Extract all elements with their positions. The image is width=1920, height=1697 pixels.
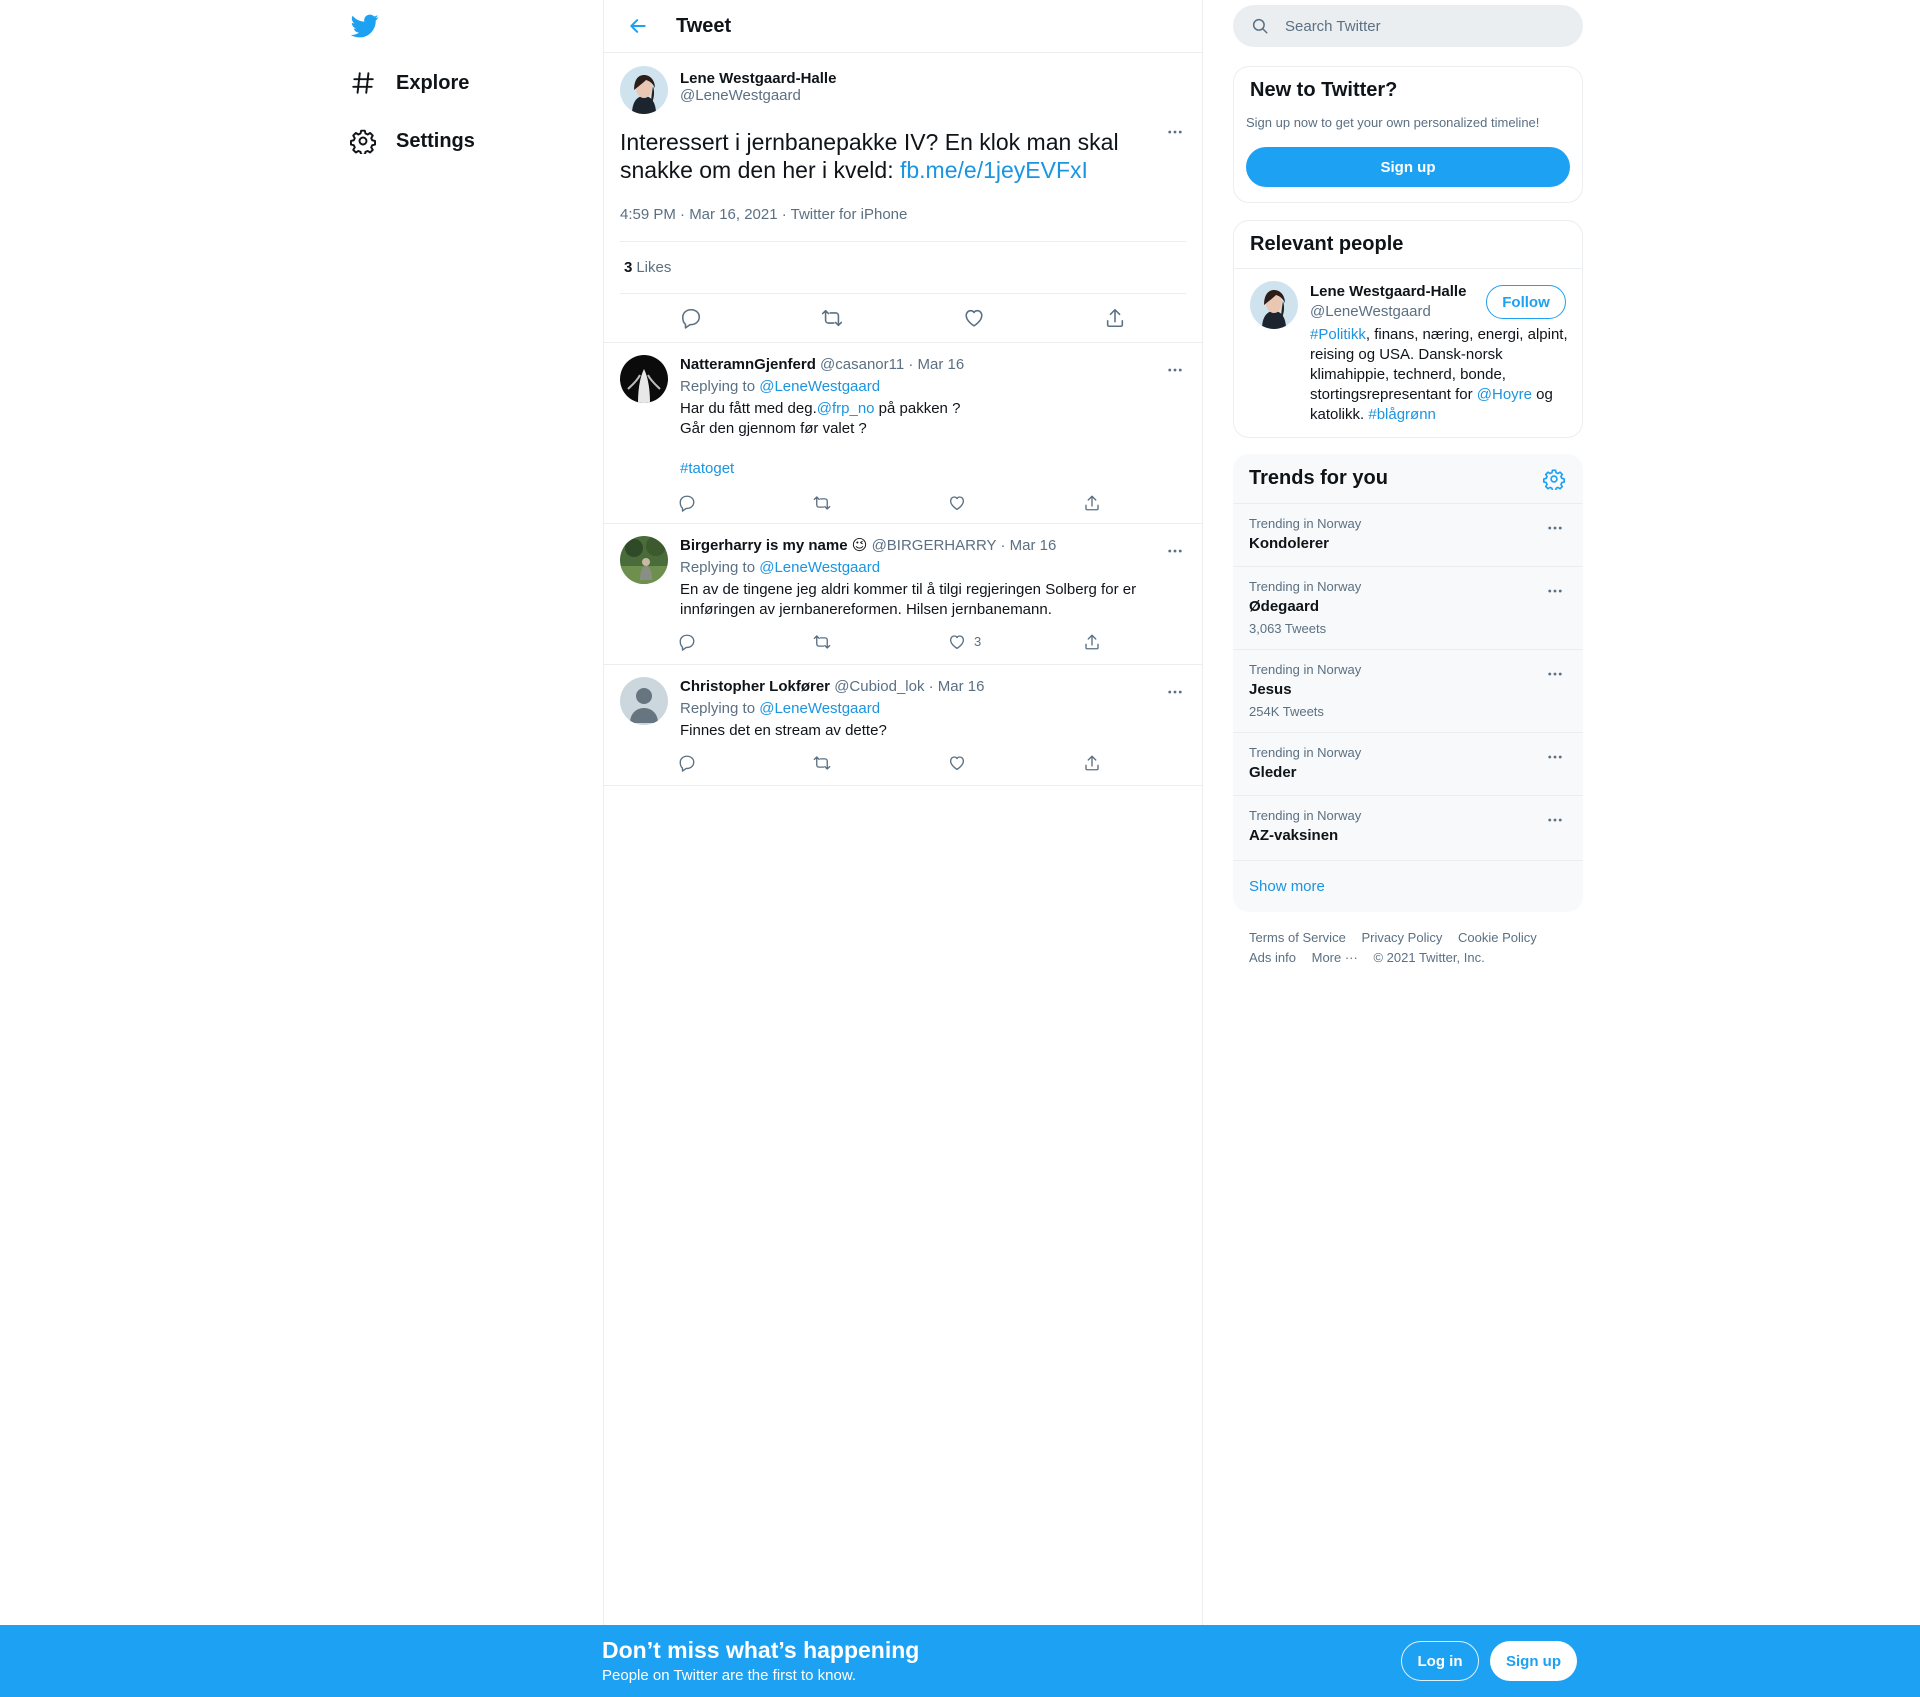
reply-button[interactable] (674, 301, 708, 335)
reply-author-name[interactable]: Christopher Lokfører (680, 678, 831, 695)
nav-explore[interactable] (350, 61, 469, 105)
more-dots-icon (1546, 519, 1564, 537)
trend-context: Trending in Norway (1249, 808, 1362, 823)
trend-count: 3,063 Tweets (1249, 621, 1327, 636)
trends-settings-button[interactable] (1543, 468, 1567, 492)
retweet-button[interactable] (805, 625, 940, 659)
reply-text: på pakken ? Går den gjennom før valet ? (680, 400, 961, 437)
trend-context: Trending in Norway (1249, 579, 1362, 594)
reply-tweet[interactable] (604, 665, 1202, 786)
tweet-text-main: Interessert i jernbanepakke IV? En klok man skal snakke om den her i kveld: (620, 129, 1119, 183)
hashtag-icon (350, 70, 376, 96)
trend-context: Trending in Norway (1249, 516, 1362, 531)
retweet-icon (813, 494, 831, 512)
reply-icon (680, 307, 702, 329)
heart-icon (948, 754, 966, 772)
reply-date[interactable]: · Mar 16 (1000, 537, 1057, 554)
share-icon (1083, 633, 1101, 651)
main-column (603, 0, 1203, 1626)
heart-icon (963, 307, 985, 329)
trend-name: Gleder (1249, 764, 1297, 781)
more-options-button[interactable] (1164, 540, 1186, 562)
footer-links (1249, 928, 1569, 968)
retweet-button[interactable] (815, 301, 849, 335)
signup-button[interactable]: Sign up (1246, 147, 1570, 187)
reply-author-name[interactable]: Birgerharry is my name (680, 537, 848, 554)
more-dots-icon (1166, 683, 1184, 701)
retweet-icon (821, 307, 843, 329)
reply-icon (678, 754, 696, 772)
like-count: 3 (974, 634, 982, 649)
reply-icon (678, 633, 696, 651)
more-dots-icon (1546, 582, 1564, 600)
mention-link[interactable]: @frp_no (816, 400, 875, 417)
replying-to-label: Replying to (680, 559, 760, 576)
reply-text: Finnes det en stream av dette? (680, 722, 887, 739)
show-more-link[interactable]: Show more (1233, 860, 1583, 912)
reply-date[interactable]: · Mar 16 (928, 678, 985, 695)
like-button[interactable] (940, 486, 1075, 520)
card-subtitle: Sign up now to get your own personalized timeline! (1246, 115, 1540, 130)
trend-item[interactable] (1233, 649, 1583, 732)
mention-link[interactable]: @Hoyre (1476, 386, 1533, 403)
wink-emoji: 😉 (851, 537, 868, 554)
reply-author-handle[interactable]: @Cubiod_lok (834, 678, 925, 695)
trend-count: 254K Tweets (1249, 704, 1324, 719)
signup-banner (0, 1625, 1920, 1697)
reply-actions (670, 622, 1210, 662)
trend-name: AZ-vaksinen (1249, 827, 1339, 844)
reply-author-handle[interactable]: @BIRGERHARRY (871, 537, 997, 554)
more-dots-icon (1546, 748, 1564, 766)
search-input[interactable] (1285, 18, 1545, 35)
trends-card (1233, 454, 1583, 912)
avatar[interactable] (1250, 281, 1298, 329)
reply-button[interactable] (670, 746, 805, 780)
ads-info-link[interactable]: Ads info (1249, 950, 1296, 965)
tweet-meta[interactable]: 4:59 PM · Mar 16, 2021 · Twitter for iPhone (620, 206, 1186, 242)
share-icon (1083, 494, 1101, 512)
more-options-button[interactable] (1543, 808, 1567, 832)
reply-author-name[interactable]: NatteramnGjenferd (680, 356, 816, 373)
like-button[interactable] (940, 625, 1075, 659)
more-options-button[interactable] (1164, 681, 1186, 703)
reply-actions (670, 743, 1210, 783)
divider (1234, 268, 1582, 269)
more-dots-icon (1166, 123, 1184, 141)
more-dots-icon (1166, 361, 1184, 379)
reply-icon (678, 494, 696, 512)
card-title: Relevant people (1250, 233, 1404, 255)
twitter-logo-icon[interactable] (350, 12, 380, 40)
more-dots-icon (1166, 542, 1184, 560)
like-button[interactable] (957, 301, 991, 335)
more-dots-icon (1546, 665, 1564, 683)
relevant-people-card (1233, 220, 1583, 438)
reply-text: Har du fått med deg. (680, 400, 817, 417)
author-handle[interactable]: @LeneWestgaard (680, 87, 801, 104)
person-name[interactable]: Lene Westgaard-Halle (1310, 283, 1467, 300)
share-button[interactable] (1075, 746, 1210, 780)
author-name[interactable]: Lene Westgaard-Halle (680, 70, 837, 87)
trend-context: Trending in Norway (1249, 745, 1362, 760)
bio-text: og katolikk. (1310, 386, 1553, 423)
page-header (604, 0, 1202, 53)
gear-icon (1543, 468, 1565, 490)
reply-button[interactable] (670, 486, 805, 520)
retweet-button[interactable] (805, 746, 940, 780)
hashtag-link[interactable]: #Politikk (1310, 326, 1366, 343)
banner-subtitle: People on Twitter are the first to know. (602, 1667, 857, 1684)
hashtag-link[interactable]: #tatoget (680, 460, 735, 477)
likes-label: Likes (636, 259, 672, 276)
nav-settings-label: Settings (396, 129, 475, 152)
person-handle[interactable]: @LeneWestgaard (1310, 303, 1431, 320)
trend-name: Ødegaard (1249, 598, 1320, 615)
privacy-link[interactable]: Privacy Policy (1361, 930, 1443, 945)
retweet-icon (813, 754, 831, 772)
heart-icon (948, 494, 966, 512)
nav-settings[interactable] (350, 119, 475, 163)
trend-item[interactable] (1233, 566, 1583, 649)
signup-button[interactable]: Sign up (1490, 1641, 1577, 1681)
trend-context: Trending in Norway (1249, 662, 1362, 677)
focal-tweet (604, 53, 1202, 343)
more-options-button[interactable] (1164, 359, 1186, 381)
retweet-icon (813, 633, 831, 651)
replying-to-label: Replying to (680, 378, 760, 395)
reply-button[interactable] (670, 625, 805, 659)
reply-text: En av de tingene jeg aldri kommer til å tilgi regjeringen Solberg for er innføringen av jernbanereformen. Hilsen jernbanemann. (680, 581, 1137, 618)
retweet-button[interactable] (805, 486, 940, 520)
share-icon (1083, 754, 1101, 772)
terms-link[interactable]: Terms of Service (1249, 930, 1346, 945)
tweet-actions (620, 294, 1186, 342)
reply-actions (670, 483, 1210, 523)
avatar[interactable] (620, 536, 668, 584)
login-button[interactable]: Log in (1401, 1641, 1479, 1681)
share-button[interactable] (1075, 486, 1210, 520)
hashtag-link[interactable]: #blågrønn (1368, 406, 1436, 423)
more-options-button[interactable] (1543, 516, 1567, 540)
share-button[interactable] (1075, 625, 1210, 659)
trend-item[interactable] (1233, 503, 1583, 566)
follow-button[interactable]: Follow (1486, 285, 1566, 319)
replying-to-label: Replying to (680, 700, 760, 717)
avatar[interactable] (620, 66, 668, 114)
share-icon (1104, 307, 1126, 329)
banner-title: Don’t miss what’s happening (602, 1637, 920, 1663)
person-bio (1310, 325, 1570, 425)
more-options-button[interactable] (1543, 745, 1567, 769)
more-options-button[interactable] (1543, 579, 1567, 603)
bio-text: , finans, næring, energi, alpint, reising og USA. Dansk-norsk klimahippie, technerd, bonde, stortingsrepresentant for (1310, 326, 1568, 403)
search-box[interactable] (1233, 5, 1583, 47)
nav-explore-label: Explore (396, 71, 470, 94)
back-button[interactable] (621, 9, 655, 43)
gear-icon (350, 128, 376, 154)
reply-tweet[interactable] (604, 343, 1202, 524)
reply-date[interactable]: · Mar 16 (908, 356, 965, 373)
arrow-left-icon (628, 16, 648, 36)
avatar[interactable] (620, 677, 668, 725)
more-options-button[interactable] (1543, 662, 1567, 686)
reply-author-handle[interactable]: @casanor11 (820, 356, 905, 373)
trend-name: Kondolerer (1249, 535, 1330, 552)
replying-to-link[interactable]: @LeneWestgaard (759, 378, 881, 395)
cookie-link[interactable]: Cookie Policy (1457, 930, 1537, 945)
likes-number: 3 (624, 259, 633, 276)
search-icon (1251, 17, 1269, 35)
share-button[interactable] (1098, 301, 1132, 335)
tweet-text (620, 128, 1186, 184)
avatar[interactable] (620, 355, 668, 403)
replying-to-link[interactable]: @LeneWestgaard (759, 700, 881, 717)
page-title: Tweet (676, 14, 732, 37)
reply-tweet[interactable] (604, 524, 1202, 665)
trend-item[interactable] (1233, 795, 1583, 860)
card-title: New to Twitter? (1250, 79, 1398, 101)
more-options-button[interactable] (1164, 121, 1186, 143)
heart-icon (948, 633, 966, 651)
trend-name: Jesus (1249, 681, 1292, 698)
more-dots-icon (1546, 811, 1564, 829)
new-to-twitter-card (1233, 66, 1583, 203)
tweet-link[interactable]: fb.me/e/1jeyEVFxI (899, 157, 1088, 183)
trend-item[interactable] (1233, 732, 1583, 795)
card-title: Trends for you (1249, 467, 1388, 489)
like-button[interactable] (940, 746, 1075, 780)
likes-count[interactable] (620, 242, 1186, 294)
more-link[interactable]: More ··· (1311, 950, 1358, 965)
copyright: © 2021 Twitter, Inc. (1373, 950, 1485, 965)
replying-to-link[interactable]: @LeneWestgaard (759, 559, 881, 576)
